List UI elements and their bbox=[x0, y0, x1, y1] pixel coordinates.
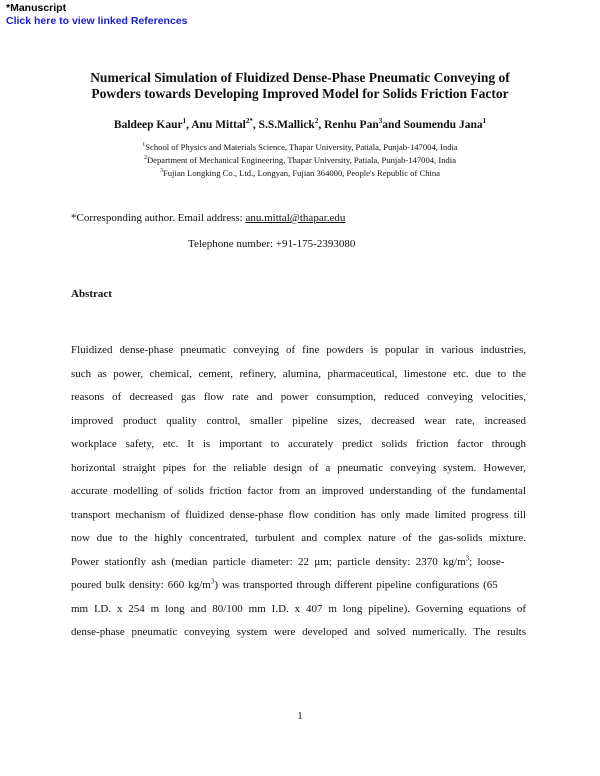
view-references-link[interactable]: Click here to view linked References bbox=[6, 15, 188, 27]
abstract-line: poured bulk density: 660 $kg/m^3$) was transported through different pipeline configurations (65 bbox=[71, 577, 498, 591]
abstract-body bbox=[71, 339, 526, 645]
abstract-line: such as power, chemical, cement, refinery, alumina, pharmaceutical, limestone etc. due to the bbox=[71, 367, 526, 380]
corresponding-author bbox=[71, 212, 345, 224]
email-link[interactable]: anu.mittal@thapar.edu bbox=[245, 212, 346, 224]
title-line-2: Powders towards Developing Improved Model for Solids Friction Factor bbox=[91, 86, 509, 101]
author-affil-sup: 2* bbox=[245, 117, 253, 125]
author-name: Anu Mittal bbox=[191, 118, 246, 131]
abstract-line: mm I.D. x 254 m long and 80/100 mm I.D. x 407 m long pipeline). Governing equations of bbox=[71, 602, 526, 615]
abstract-line: dense-phase pneumatic conveying system were developed and solved numerically. The results bbox=[71, 626, 526, 638]
manuscript-header bbox=[6, 2, 188, 28]
corresponding-prefix: *Corresponding author. Email address: bbox=[71, 212, 246, 224]
author-affil-sup: 2 bbox=[314, 117, 319, 125]
author-affil-sup: 1 bbox=[182, 117, 187, 125]
abstract-line: now due to the highly concentrated, turbulent and complex nature of the gas-solids mixture. bbox=[71, 532, 526, 544]
abstract-line: improved product quality control, smaller pipeline sizes, decreased wear rate, increased bbox=[71, 414, 526, 427]
author-name: Renhu Pan bbox=[324, 118, 379, 131]
affiliation-line: $^2$Department of Mechanical Engineering, Thapar University, Patiala, Punjab-147004, India bbox=[143, 154, 457, 165]
abstract-line: accurate modelling of solids friction factor from an improved understanding of the fundamental bbox=[71, 485, 526, 497]
affiliation-list bbox=[60, 140, 540, 179]
affiliation-line: $^3$Fujian Longking Co., Ltd., Longyan, Fujian 364000, People's Republic of China bbox=[159, 167, 440, 178]
title-line-1: Numerical Simulation of Fluidized Dense-Phase Pneumatic Conveying of bbox=[90, 70, 510, 85]
manuscript-label: *Manuscript bbox=[6, 2, 67, 14]
paper-title bbox=[60, 70, 540, 102]
author-affil-sup: 1 bbox=[482, 117, 487, 125]
affiliation-line: $^1$School of Physics and Materials Science, Thapar University, Patiala, Punjab-147004, India bbox=[142, 141, 458, 152]
abstract-line: Power stationfly ash (median particle diameter: 22 μm; particle density: 2370 $kg/m^3$; loose- bbox=[71, 553, 505, 568]
page-number: 1 bbox=[297, 710, 303, 722]
telephone-number: Telephone number: +91-175-2393080 bbox=[188, 238, 356, 250]
author-name: S.S.Mallick bbox=[258, 118, 315, 131]
abstract-line: Fluidized dense-phase pneumatic conveying of fine powders is popular in various industries, bbox=[71, 344, 526, 356]
abstract-line: reasons of decreased gas flow rate and power consumption, reduced conveying velocities, bbox=[71, 391, 526, 403]
author-name: Baldeep Kaur bbox=[113, 118, 183, 131]
abstract-line: transport mechanism of fluidized dense-phase flow condition has only made limited progress till bbox=[71, 508, 526, 521]
abstract-line: horizontal straight pipes for the reliable design of a pneumatic conveying system. However, bbox=[71, 461, 526, 474]
author-affil-sup: 3 bbox=[378, 117, 383, 125]
author-list: Baldeep Kaur$^1$, Anu Mittal$^{2*}$, S.S.Mallick$^2$, Renhu Pan$^3$and Soumendu Jana$^1$ bbox=[113, 117, 487, 131]
abstract-line: workplace safety, etc. It is important to accurately predict solids friction factor through bbox=[71, 438, 526, 450]
author-name: Soumendu Jana bbox=[403, 118, 483, 131]
abstract-heading: Abstract bbox=[71, 288, 112, 300]
